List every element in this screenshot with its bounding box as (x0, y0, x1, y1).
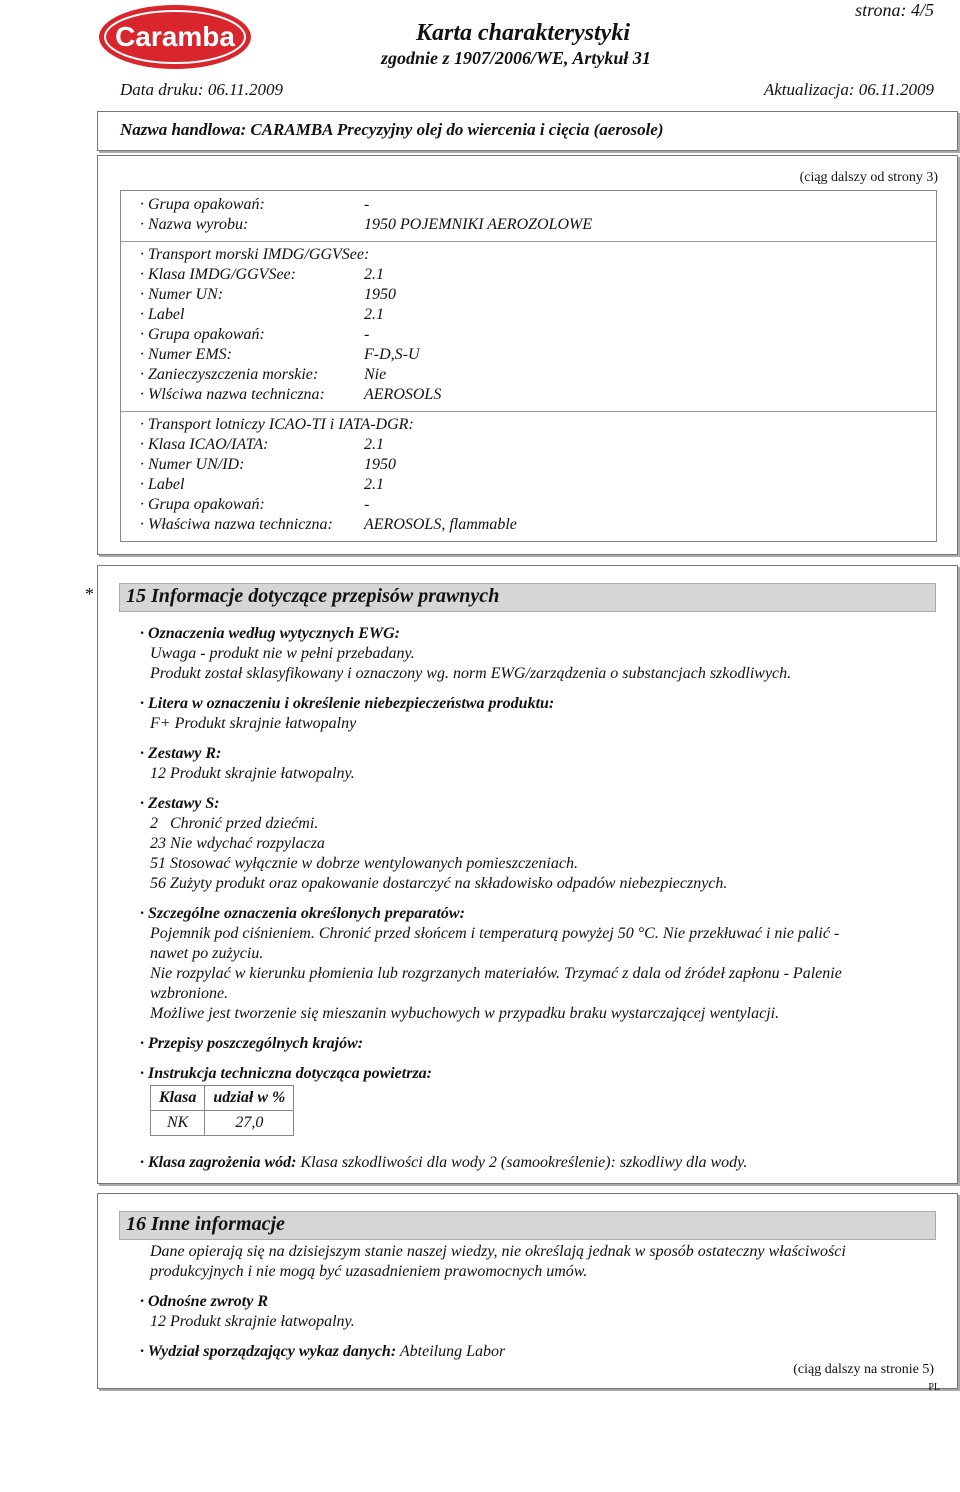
imdg-label: · Numer EMS: (140, 346, 232, 363)
imdg-value: AEROSOLS (364, 386, 442, 403)
continued-to: (ciąg dalszy na stronie 5) (793, 1362, 934, 1377)
s-phrase: 23 Nie wdychać rozpylacza (150, 835, 325, 852)
imdg-value: F-D,S-U (364, 346, 420, 363)
s-phrases-label: · Zestawy S: (140, 795, 220, 812)
icao-heading: · Transport lotniczy ICAO-TI i IATA-DGR: (140, 416, 414, 433)
update-date: Aktualizacja: 06.11.2009 (763, 80, 934, 99)
imdg-value: 1950 (364, 286, 396, 303)
s-phrase: 51 Stosować wyłącznie w dobrze wentylowanych pomieszczeniach. (150, 855, 578, 872)
icao-label: · Właściwa nazwa techniczna: (140, 516, 333, 533)
imdg-label: · Label (140, 306, 185, 323)
ewg-line: Produkt został sklasyfikowany i oznaczony wg. norm EWG/zarządzenia o substancjach szkodliwych. (150, 665, 792, 682)
ewg-label: · Oznaczenia według wytycznych EWG: (140, 625, 400, 642)
country-regulations-label: · Przepisy poszczególnych krajów: (140, 1035, 364, 1052)
section16-intro-line: produkcyjnych i nie mogą być uzasadnieniem prawomocnych umów. (150, 1263, 588, 1280)
imdg-label: · Wlściwa nazwa techniczna: (140, 386, 325, 403)
litera-label: · Litera w oznaczeniu i określenie niebezpieczeństwa produktu: (140, 695, 555, 712)
department-value: Abteilung Labor (399, 1343, 506, 1360)
document-subtitle: zgodnie z 1907/2006/WE, Artykuł 31 (381, 48, 651, 68)
water-hazard-label: · Klasa zagrożenia wód: (140, 1154, 297, 1171)
icao-value: AEROSOLS, flammable (364, 516, 517, 533)
icao-value: 2.1 (364, 436, 384, 453)
icao-label: · Klasa ICAO/IATA: (140, 436, 269, 453)
continued-from: (ciąg dalszy od strony 3) (799, 170, 938, 185)
imdg-label: · Zanieczyszczenia morskie: (140, 366, 319, 383)
transport-label: · Nazwa wyrobu: (140, 216, 249, 233)
imdg-value: Nie (364, 366, 387, 383)
s-phrase: 56 Zużyty produkt oraz opakowanie dostarczyć na składowisko odpadów niebezpiecznych. (150, 875, 728, 892)
transport-value: 1950 POJEMNIKI AEROZOLOWE (364, 216, 593, 233)
section16-heading (119, 1211, 936, 1240)
table-cell: NK (151, 1111, 205, 1136)
r-phrases-label: · Zestawy R: (140, 745, 222, 762)
language-code: PL (928, 1382, 940, 1393)
table-header: Klasa (151, 1086, 205, 1111)
department-label: · Wydział sporządzający wykaz danych: (140, 1343, 397, 1360)
icao-label: · Grupa opakowań: (140, 496, 265, 513)
imdg-label: · Numer UN: (140, 286, 224, 303)
special-line: nawet po zużyciu. (150, 945, 264, 962)
imdg-value: 2.1 (364, 266, 384, 283)
special-line: wzbronione. (150, 985, 229, 1002)
water-hazard (140, 1154, 747, 1172)
section16-intro-line: Dane opierają się na dzisiejszym stanie naszej wiedzy, nie określają jednak w sposób ostateczny właściwości (150, 1243, 846, 1260)
section15-heading (119, 583, 936, 612)
relevant-r-label: · Odnośne zwroty R (140, 1293, 269, 1310)
trade-name: Nazwa handlowa: CARAMBA Precyzyjny olej do wiercenia i cięcia (aerosole) (120, 120, 664, 139)
special-line: Nie rozpylać w kierunku płomienia lub rozgrzanych materiałów. Trzymać z dala od źródeł zapłonu - Palenie (150, 965, 842, 982)
table-row (151, 1111, 294, 1136)
water-hazard-value: Klasa szkodliwości dla wody 2 (samookreślenie): szkodliwy dla wody. (300, 1154, 748, 1171)
air-class-table (150, 1085, 294, 1136)
table-cell: 27,0 (205, 1111, 294, 1136)
trade-name-box (97, 111, 958, 151)
logo-text: Caramba (115, 21, 235, 52)
document-title: Karta charakterystyki (416, 20, 630, 46)
icao-value: 1950 (364, 456, 396, 473)
print-date: Data druku: 06.11.2009 (120, 80, 284, 99)
imdg-heading: · Transport morski IMDG/GGVSee: (140, 246, 370, 263)
transport-value: - (364, 196, 370, 213)
special-line: Możliwe jest tworzenie się mieszanin wybuchowych w przypadku braku wystarczającej wentylacji. (150, 1005, 780, 1022)
imdg-label: · Grupa opakowań: (140, 326, 265, 343)
s-phrase: 2 Chronić przed dziećmi. (150, 815, 319, 832)
special-line: Pojemnik pod ciśnieniem. Chronić przed słońcem i temperaturą powyżej 50 °C. Nie przekłuwać i nie palić - (150, 925, 840, 942)
icao-value: 2.1 (364, 476, 384, 493)
icao-label: · Numer UN/ID: (140, 456, 245, 473)
icao-label: · Label (140, 476, 185, 493)
litera-value: F+ Produkt skrajnie łatwopalny (150, 715, 357, 732)
revision-marker: * (85, 584, 94, 604)
ewg-line: Uwaga - produkt nie w pełni przebadany. (150, 645, 415, 662)
imdg-value: - (364, 326, 370, 343)
relevant-r-value: 12 Produkt skrajnie łatwopalny. (150, 1313, 355, 1330)
section16-title: 16 Inne informacje (126, 1213, 285, 1235)
section15-title: 15 Informacje dotyczące przepisów prawnych (126, 585, 500, 607)
table-header: udział w % (205, 1086, 294, 1111)
department (140, 1343, 505, 1361)
r-phrases-value: 12 Produkt skrajnie łatwopalny. (150, 765, 355, 782)
icao-value: - (364, 496, 370, 513)
imdg-value: 2.1 (364, 306, 384, 323)
imdg-label: · Klasa IMDG/GGVSee: (140, 266, 296, 283)
caramba-logo (97, 3, 253, 71)
page-number: strona: 4/5 (855, 0, 934, 20)
transport-label: · Grupa opakowań: (140, 196, 265, 213)
special-label: · Szczególne oznaczenia określonych preparatów: (140, 905, 465, 922)
air-instruction-label: · Instrukcja techniczna dotycząca powietrza: (140, 1065, 433, 1082)
